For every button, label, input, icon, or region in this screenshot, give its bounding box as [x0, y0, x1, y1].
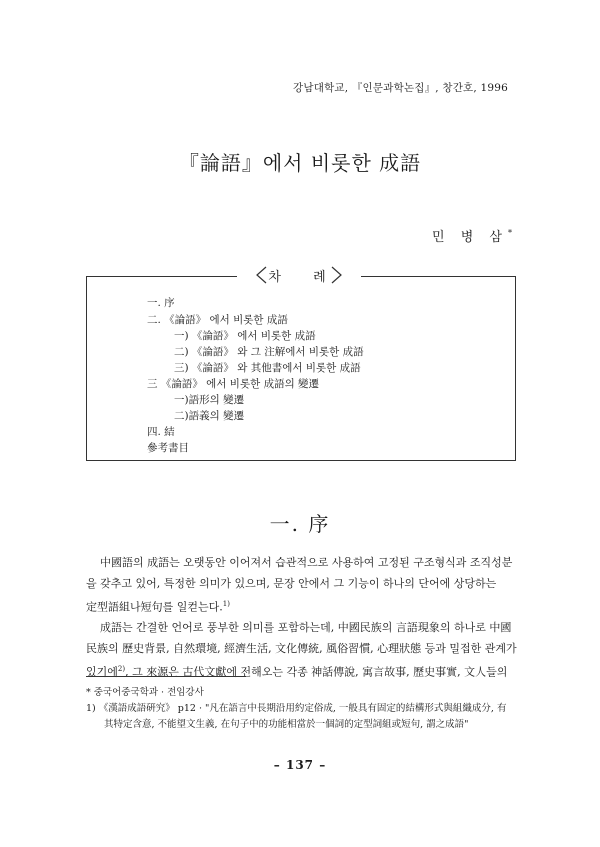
body-text: 있기에	[86, 665, 118, 679]
body-line: 民族의 歷史背景, 自然環境, 經濟生活, 文化傳統, 風俗習慣, 心理狀態 등과 밀접한 관계가	[86, 642, 517, 655]
body-line	[86, 594, 516, 618]
paper-title: 『論語』에서 비롯한 成語	[178, 151, 422, 175]
author-name	[432, 226, 512, 245]
toc-heading	[237, 264, 361, 286]
toc-item: 三) 《論語》 와 其他書에서 비롯한 成語	[174, 362, 361, 374]
footnote-ref: 2)	[117, 665, 126, 673]
journal-citation: 강남대학교, 『인문과학논집』, 창간호, 1996	[293, 82, 508, 94]
toc-item: 三 《論語》 에서 비롯한 成語의 變遷	[147, 378, 320, 390]
body-line: 中國語의 成語는 오랫동안 이어져서 습관적으로 사용하여 고정된 구조형식과 조직성분	[100, 556, 513, 569]
toc-item: 一)語形의 變遷	[174, 394, 245, 406]
toc-item: 二)語義의 變遷	[174, 410, 245, 422]
footnote: 其特定含意, 不能望文生義, 在句子中的功能相當於一個詞的定型詞組或短句, 謂之成語"	[104, 719, 469, 730]
toc-item: 二) 《論語》 와 그 注解에서 비롯한 成語	[174, 346, 364, 358]
body-line: 成語는 간결한 언어로 풍부한 의미를 포함하는데, 中國民族의 言語現象의 하나로 中國	[100, 621, 512, 634]
body-text: , 그 來源은 古代文獻에 전해오는 각종 神話傳說, 寓言故事, 歷史事實, 文人들의	[125, 665, 508, 679]
chevron-right-icon	[330, 264, 344, 286]
toc-item: 一. 序	[147, 297, 175, 309]
toc-item: 二. 《論語》 에서 비롯한 成語	[147, 314, 288, 326]
toc-item: 一) 《論語》 에서 비롯한 成語	[174, 330, 316, 342]
footnote: 1) 《漢語成語硏究》 p12 · "凡在語言中長期沿用約定俗成, 一般具有固定的結構形式與組織成分, 有	[86, 703, 507, 714]
body-line	[86, 659, 516, 683]
footnote-divider	[86, 676, 246, 677]
chevron-left-icon	[254, 264, 268, 286]
body-line: 을 갖추고 있어, 특정한 의미가 있으며, 문장 안에서 그 기능이 하나의 단어에 상당하는	[86, 577, 497, 590]
footnote-ref: 1)	[222, 600, 230, 608]
section-title: 一. 序	[269, 512, 331, 536]
toc-item: 四. 結	[147, 426, 175, 438]
footnote: * 중국어중국학과 · 전임강사	[86, 687, 204, 698]
body-text: 定型語組나短句를 일컫는다.	[86, 600, 223, 614]
author-footnote-mark: *	[508, 228, 512, 238]
author-name-text: 민 병 삼	[432, 230, 508, 245]
page-number: – 137 –	[273, 758, 327, 772]
toc-heading-label: 차 례	[268, 269, 340, 285]
toc-item: 參考書目	[147, 442, 189, 454]
